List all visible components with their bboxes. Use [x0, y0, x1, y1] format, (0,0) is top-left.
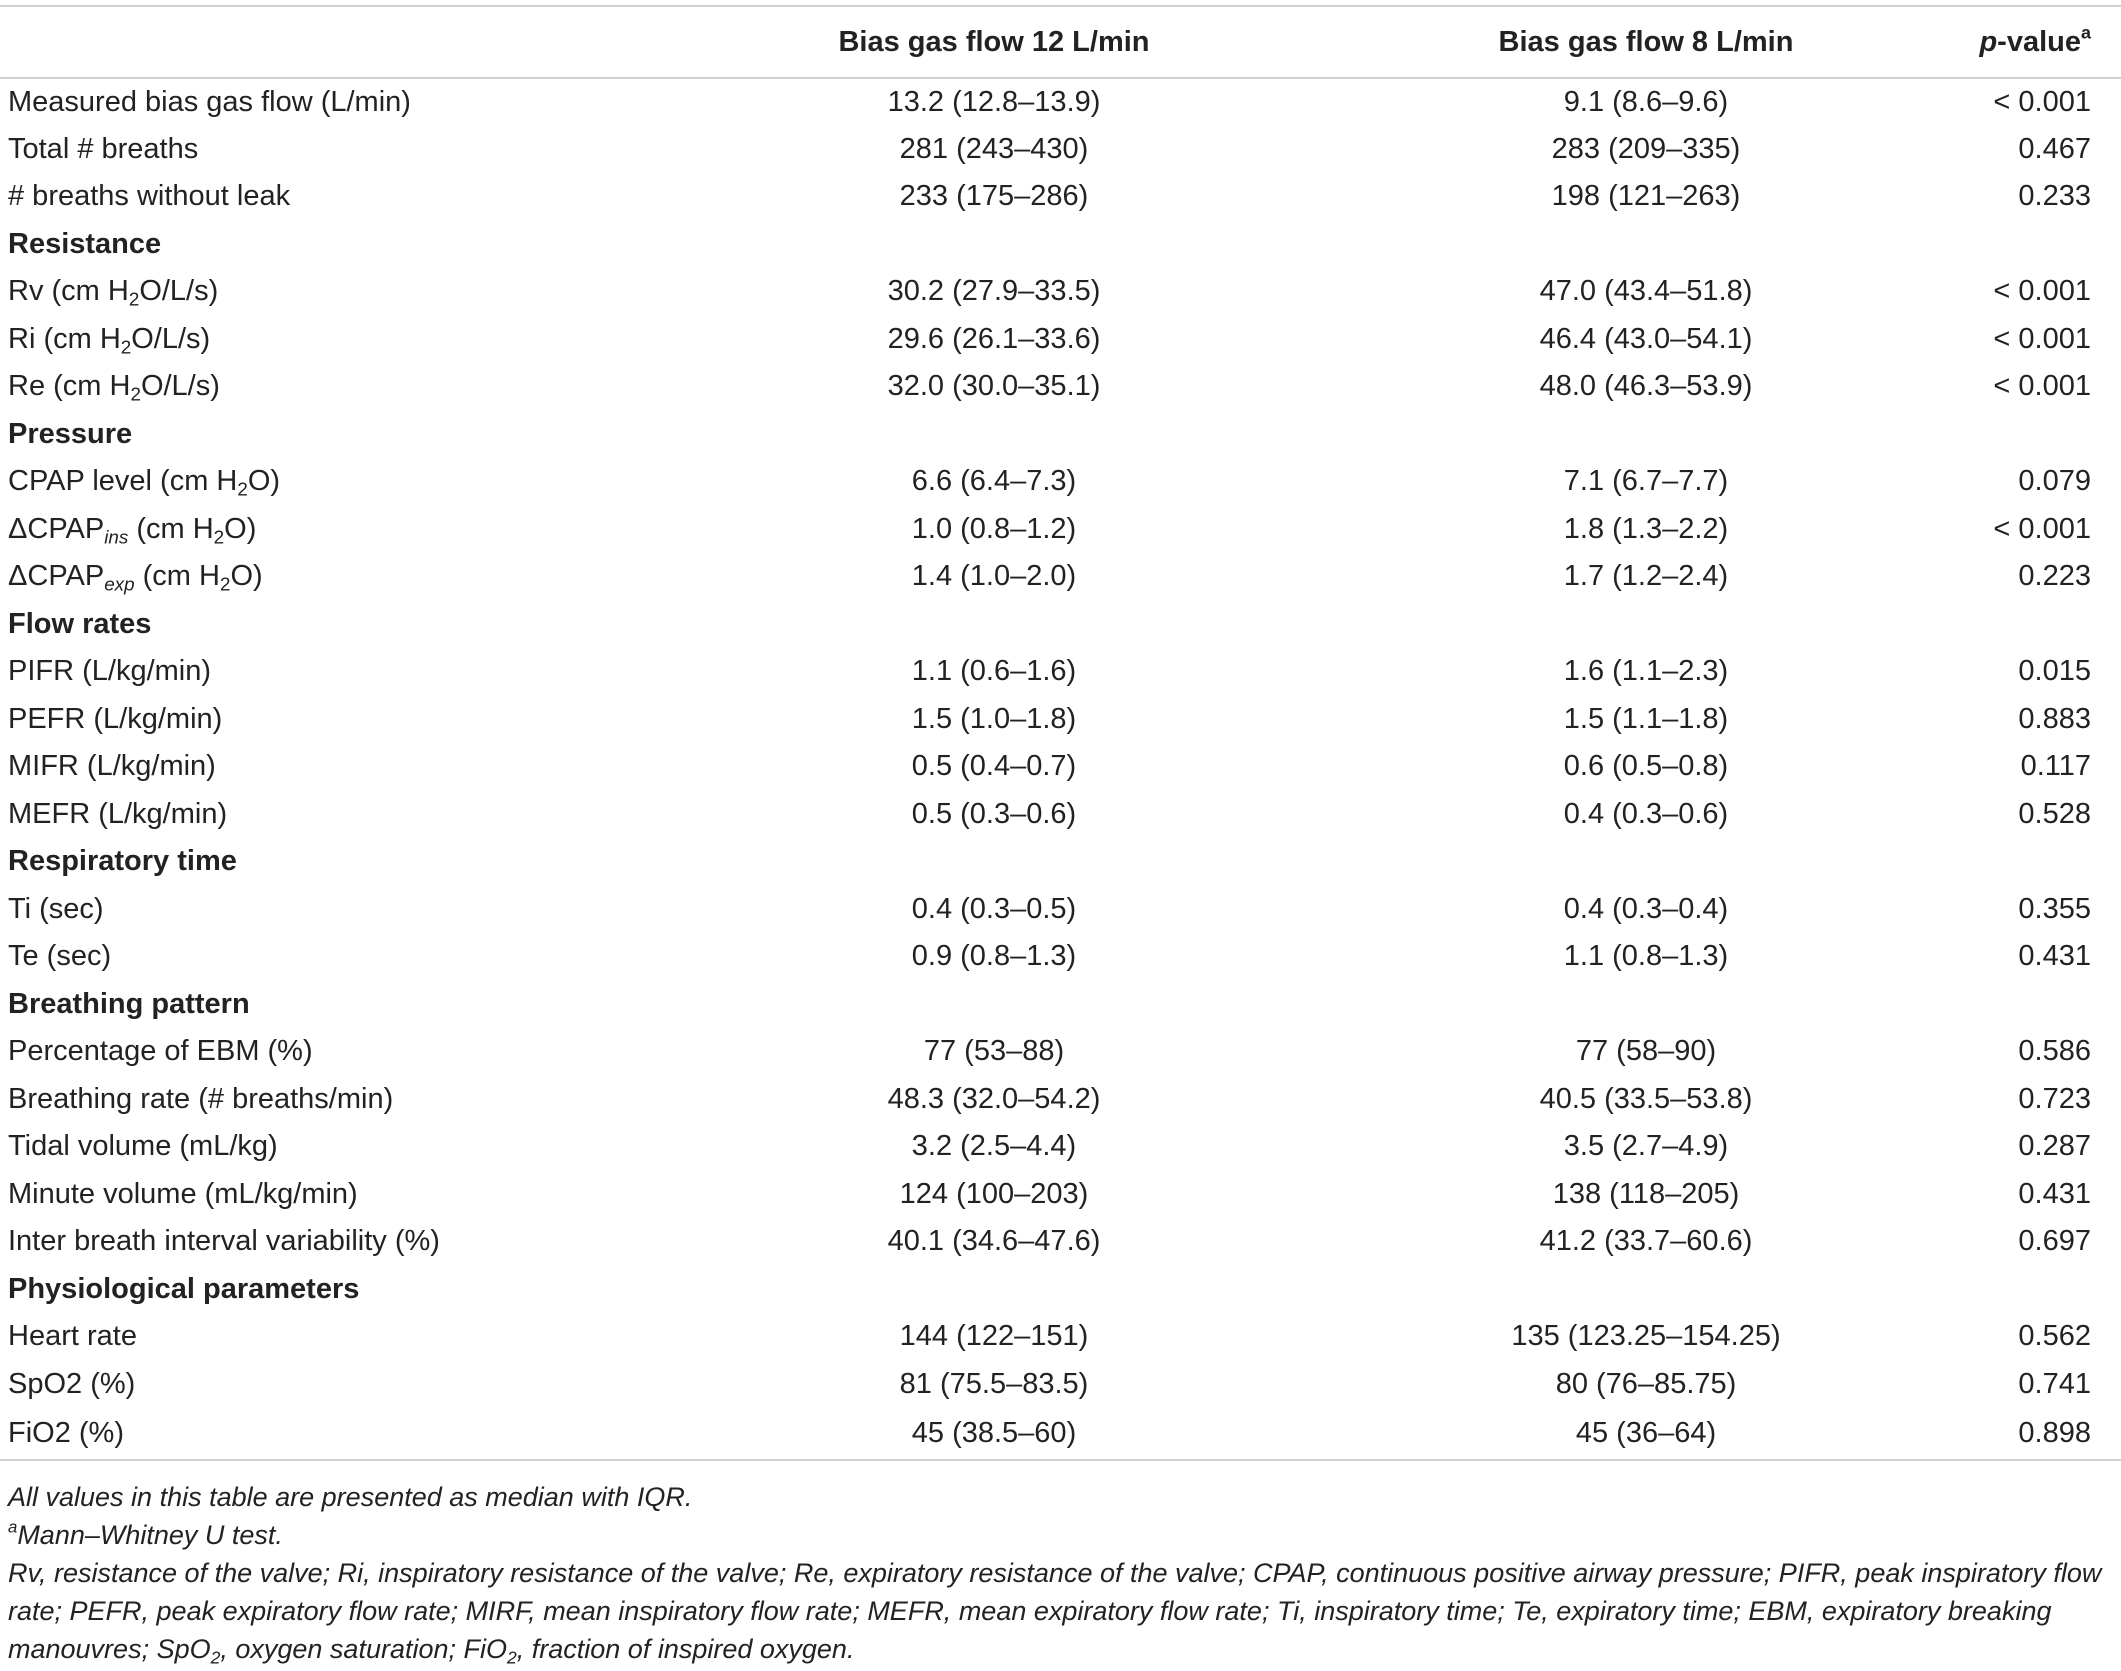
- value-bias-8: 1.5 (1.1–1.8): [1563, 702, 1729, 735]
- value-bias-8: 283 (209–335): [1551, 132, 1741, 165]
- value-p: < 0.001: [1993, 322, 2091, 355]
- footnote-abbreviations: [8, 1554, 2114, 1668]
- row-label: [0, 1171, 668, 1219]
- row-label-text: Te (sec): [8, 940, 112, 973]
- value-bias-8: 1.8 (1.3–2.2): [1563, 512, 1729, 545]
- table-row: [0, 268, 2121, 316]
- value-bias-12: 281 (243–430): [899, 132, 1089, 165]
- table-row: [0, 78, 2121, 126]
- table-row: [0, 791, 2121, 839]
- row-label: [0, 933, 668, 981]
- value-bias-8: 135 (123.25–154.25): [1511, 1320, 1781, 1353]
- value-p: 0.015: [2018, 655, 2091, 688]
- table-row: [0, 1171, 2121, 1219]
- footnote-test-sup: a: [8, 1517, 18, 1537]
- value-p: 0.117: [2020, 750, 2091, 783]
- row-label-text: # breaths without leak: [8, 180, 291, 213]
- value-bias-8: 0.6 (0.5–0.8): [1563, 750, 1729, 783]
- row-label-text: Heart rate: [8, 1320, 137, 1353]
- row-label-text: MIFR (L/kg/min): [8, 750, 216, 783]
- value-bias-8: 1.1 (0.8–1.3): [1563, 940, 1729, 973]
- row-label: [0, 1076, 668, 1124]
- value-p: 0.528: [2018, 797, 2091, 830]
- row-label-text: PEFR (L/kg/min): [8, 702, 223, 735]
- value-bias-8: 138 (118–205): [1552, 1177, 1740, 1210]
- table-row: [0, 553, 2121, 601]
- row-label-tail: O/L/s): [139, 275, 219, 308]
- value-bias-12: 1.1 (0.6–1.6): [911, 655, 1077, 688]
- row-label: [0, 268, 668, 316]
- row-label: [0, 126, 668, 174]
- section-heading: Flow rates: [8, 607, 152, 640]
- value-bias-12: 1.5 (1.0–1.8): [911, 702, 1077, 735]
- table-row: [0, 696, 2121, 744]
- section-row: [0, 601, 2121, 649]
- value-p: 0.883: [2018, 702, 2091, 735]
- row-label-text: Total # breaths: [8, 132, 199, 165]
- table-row: [0, 886, 2121, 934]
- row-label: [0, 1028, 668, 1076]
- value-bias-12: 0.9 (0.8–1.3): [911, 940, 1077, 973]
- section-row: [0, 838, 2121, 886]
- row-label-text: ΔCPAP: [8, 560, 105, 593]
- row-label: [0, 696, 668, 744]
- value-p: 0.431: [2018, 940, 2091, 973]
- header-p-italic: p: [1979, 25, 1998, 58]
- header-label-column: [0, 6, 668, 78]
- value-p: 0.223: [2018, 560, 2091, 593]
- row-label-text: Percentage of EBM (%): [8, 1035, 313, 1068]
- row-label: [0, 1408, 668, 1460]
- row-label: [0, 886, 668, 934]
- value-bias-12: 1.0 (0.8–1.2): [911, 512, 1077, 545]
- row-label-italic-subscript: exp: [104, 573, 135, 595]
- row-label-italic-subscript: ins: [104, 526, 129, 548]
- table-row: [0, 1408, 2121, 1460]
- value-bias-8: 0.4 (0.3–0.4): [1563, 892, 1729, 925]
- row-label-text: MEFR (L/kg/min): [8, 797, 228, 830]
- row-label-tail: O/L/s): [131, 322, 211, 355]
- value-bias-12: 3.2 (2.5–4.4): [911, 1130, 1077, 1163]
- value-bias-8: 40.5 (33.5–53.8): [1539, 1082, 1753, 1115]
- row-label-tail: (cm H: [134, 560, 220, 593]
- row-label: [0, 173, 668, 221]
- section-row: [0, 411, 2121, 459]
- footnote-abbr-sub2: 2: [507, 1647, 517, 1668]
- table-row: [0, 1361, 2121, 1409]
- value-bias-12: 81 (75.5–83.5): [899, 1367, 1089, 1400]
- value-p: 0.079: [2018, 465, 2091, 498]
- table-header: [0, 6, 2121, 78]
- value-bias-8: 41.2 (33.7–60.6): [1539, 1225, 1753, 1258]
- row-label-text: SpO2 (%): [8, 1367, 136, 1400]
- row-label: [0, 1123, 668, 1171]
- row-label-tail: O): [230, 560, 263, 593]
- section-row: [0, 221, 2121, 269]
- section-heading: Respiratory time: [8, 845, 237, 878]
- value-bias-12: 6.6 (6.4–7.3): [911, 465, 1077, 498]
- row-label-text: PIFR (L/kg/min): [8, 655, 212, 688]
- table-row: [0, 316, 2121, 364]
- table-footnotes: [8, 1478, 2114, 1668]
- table-body: [0, 78, 2121, 1460]
- row-label-tail: O): [247, 465, 281, 498]
- value-bias-12: 29.6 (26.1–33.6): [887, 322, 1101, 355]
- value-p: < 0.001: [1993, 512, 2091, 545]
- value-bias-12: 1.4 (1.0–2.0): [911, 560, 1077, 593]
- value-p: 0.723: [2018, 1082, 2091, 1115]
- value-bias-12: 144 (122–151): [899, 1320, 1089, 1353]
- table-row: [0, 933, 2121, 981]
- table-row: [0, 506, 2121, 554]
- footnote-abbr-part2: , oxygen saturation; FiO: [220, 1634, 507, 1664]
- value-p: 0.287: [2018, 1130, 2091, 1163]
- row-label-text: Measured bias gas flow (L/min): [8, 85, 411, 118]
- value-bias-8: 7.1 (6.7–7.7): [1563, 465, 1729, 498]
- section-heading: Resistance: [8, 227, 162, 260]
- value-bias-8: 1.7 (1.2–2.4): [1563, 560, 1729, 593]
- section-heading: Breathing pattern: [8, 987, 250, 1020]
- row-label-text: FiO2 (%): [8, 1417, 124, 1449]
- row-label: [0, 1218, 668, 1266]
- footnote-values: All values in this table are presented as median with IQR.: [8, 1482, 693, 1512]
- header-p-value: [1972, 6, 2121, 78]
- row-label-subscript: 2: [213, 526, 225, 548]
- row-label-text: Tidal volume (mL/kg): [8, 1130, 278, 1163]
- row-label: [0, 316, 668, 364]
- row-label-text: Ri (cm H: [8, 322, 121, 355]
- value-bias-12: 48.3 (32.0–54.2): [887, 1082, 1101, 1115]
- value-bias-8: 47.0 (43.4–51.8): [1539, 275, 1753, 308]
- value-p: 0.697: [2018, 1225, 2091, 1258]
- footnote-test-text: Mann–Whitney U test.: [17, 1520, 283, 1550]
- value-p: 0.586: [2018, 1035, 2091, 1068]
- row-label-subscript: 2: [128, 288, 140, 310]
- table-row: [0, 648, 2121, 696]
- value-bias-12: 40.1 (34.6–47.6): [887, 1225, 1101, 1258]
- table-row: [0, 173, 2121, 221]
- row-label-text: Inter breath interval variability (%): [8, 1225, 440, 1258]
- table-row: [0, 1313, 2121, 1361]
- value-bias-8: 1.6 (1.1–2.3): [1563, 655, 1729, 688]
- row-label: [0, 363, 668, 411]
- row-label-text: Ti (sec): [8, 892, 104, 925]
- row-label-tail: O): [224, 512, 257, 545]
- row-label-text: Breathing rate (# breaths/min): [8, 1082, 394, 1115]
- value-bias-12: 32.0 (30.0–35.1): [887, 370, 1101, 403]
- section-row: [0, 981, 2121, 1029]
- value-bias-12: 233 (175–286): [899, 180, 1089, 213]
- value-p: < 0.001: [1993, 370, 2091, 403]
- row-label-text: ΔCPAP: [8, 512, 105, 545]
- value-bias-12: 13.2 (12.8–13.9): [887, 85, 1101, 118]
- row-label-text: Re (cm H: [8, 370, 131, 403]
- results-table: [0, 5, 2121, 1461]
- footnote-abbr-part1: Rv, resistance of the valve; Ri, inspiratory resistance of the valve; Re, expiratory resistance of the valve; CPAP, continuous positive airway pressure; PIFR, peak inspiratory flow rate; PEFR, peak expiratory flow rate; MIRF, mean inspiratory flow rate; MEFR, mean expiratory flow rate; Ti, inspiratory time; Te, expiratory time; EBM, expiratory breaking manouvres; SpO: [8, 1558, 2102, 1664]
- row-label: [0, 78, 668, 126]
- row-label: [0, 791, 668, 839]
- value-bias-12: 0.4 (0.3–0.5): [911, 892, 1077, 925]
- value-p: 0.431: [2018, 1177, 2091, 1210]
- value-bias-8: 46.4 (43.0–54.1): [1539, 322, 1753, 355]
- value-bias-8: 3.5 (2.7–4.9): [1563, 1130, 1729, 1163]
- section-heading: Physiological parameters: [8, 1272, 360, 1305]
- row-label: [0, 458, 668, 506]
- value-bias-8: 77 (58–90): [1575, 1035, 1717, 1068]
- header-p-rest: -value: [1997, 25, 2081, 58]
- header-p-sup: a: [2081, 21, 2091, 42]
- value-bias-12: 77 (53–88): [923, 1035, 1065, 1068]
- value-bias-8: 80 (76–85.75): [1555, 1367, 1737, 1400]
- row-label: [0, 506, 668, 554]
- row-label: [0, 1361, 668, 1409]
- section-heading: Pressure: [8, 417, 133, 450]
- row-label-text: Minute volume (mL/kg/min): [8, 1177, 358, 1210]
- row-label: [0, 1313, 668, 1361]
- row-label-tail: (cm H: [128, 512, 214, 545]
- row-label-subscript: 2: [237, 478, 248, 500]
- value-bias-8: 9.1 (8.6–9.6): [1563, 85, 1729, 118]
- row-label-tail: O/L/s): [140, 370, 220, 403]
- table-row: [0, 1028, 2121, 1076]
- header-row: [0, 6, 2121, 78]
- row-label: [0, 743, 668, 791]
- value-p: 0.898: [1972, 1408, 2121, 1460]
- table-row: [0, 1123, 2121, 1171]
- value-bias-12: 0.5 (0.3–0.6): [911, 797, 1077, 830]
- section-row: [0, 1266, 2121, 1314]
- row-label-text: Rv (cm H: [8, 275, 129, 308]
- table-row: [0, 1076, 2121, 1124]
- row-label-text: CPAP level (cm H: [8, 465, 238, 498]
- value-p: < 0.001: [1993, 275, 2091, 308]
- row-label-subscript: 2: [130, 383, 141, 405]
- footnote-abbr-part3: , fraction of inspired oxygen.: [516, 1634, 855, 1664]
- value-bias-8: 198 (121–263): [1551, 180, 1741, 213]
- value-bias-8: 48.0 (46.3–53.9): [1539, 370, 1753, 403]
- row-label-subscript: 2: [120, 336, 132, 358]
- footnote-test: [8, 1516, 2114, 1554]
- table-row: [0, 743, 2121, 791]
- value-bias-12: 45 (38.5–60): [668, 1408, 1320, 1460]
- footnote-abbr-sub1: 2: [210, 1647, 221, 1668]
- row-label: [0, 553, 668, 601]
- value-bias-8: 45 (36–64): [1320, 1408, 1972, 1460]
- value-p: 0.741: [2018, 1367, 2091, 1400]
- value-bias-12: 124 (100–203): [899, 1177, 1089, 1210]
- value-p: 0.562: [2018, 1320, 2091, 1353]
- value-p: 0.233: [2018, 180, 2091, 213]
- table-row: [0, 458, 2121, 506]
- value-bias-12: 30.2 (27.9–33.5): [887, 275, 1101, 308]
- value-bias-12: 0.5 (0.4–0.7): [911, 750, 1077, 783]
- table-row: [0, 126, 2121, 174]
- header-bias-12: Bias gas flow 12 L/min: [668, 6, 1320, 78]
- value-p: < 0.001: [1993, 85, 2091, 118]
- row-label: [0, 648, 668, 696]
- row-label-subscript: 2: [219, 573, 231, 595]
- header-bias-8: Bias gas flow 8 L/min: [1320, 6, 1972, 78]
- table-row: [0, 1218, 2121, 1266]
- table-row: [0, 363, 2121, 411]
- value-p: 0.355: [2018, 892, 2091, 925]
- value-p: 0.467: [2018, 132, 2091, 165]
- value-bias-8: 0.4 (0.3–0.6): [1563, 797, 1729, 830]
